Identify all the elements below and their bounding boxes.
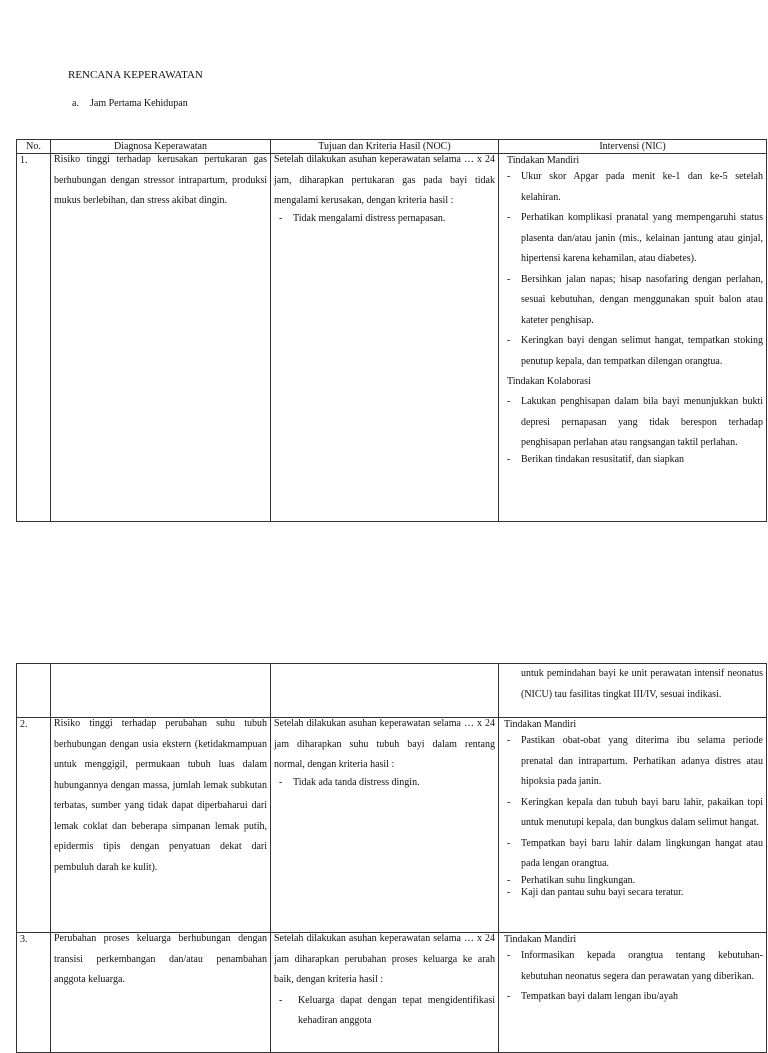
row-number-empty: [17, 664, 51, 718]
nic-kolaborasi-label: Tindakan Kolaborasi: [507, 376, 591, 387]
section-heading: [72, 98, 188, 109]
list-item: - Keluarga dapat dengan tepat mengidentifikasi kehadiran anggota: [274, 991, 495, 1032]
list-item: - Perhatikan komplikasi pranatal yang mempengaruhi status plasenta dan/atau janin (mis., kelainan jantung atau ginjal, hipertensi karena kehamilan, atau diabetes).: [502, 208, 763, 270]
nic-mandiri-list: [502, 731, 763, 899]
diagnosis-text: Risiko tinggi terhadap kerusakan pertukaran gas berhubungan dengan stressor intrapartum, produksi mukus berlebihan, dan stress akibat dingin.: [54, 154, 267, 206]
header-no: No.: [17, 140, 51, 154]
header-diagnosis: Diagnosa Keperawatan: [51, 140, 271, 154]
table-row: [17, 933, 767, 1053]
list-item: - Informasikan kepada orangtua tentang kebutuhan-kebutuhan neonatus segera dan perawatan yang diberikan.: [502, 946, 763, 987]
nic-continuation-text: untuk pemindahan bayi ke unit perawatan intensif neonatus (NICU) tau fasilitas tingkat III/IV, sesuai indikasi.: [521, 668, 763, 700]
nic-cell: [499, 718, 767, 933]
row-number: 1.: [17, 154, 51, 522]
list-item: - Tidak mengalami distress pernapasan.: [274, 212, 495, 225]
list-item: - Pastikan obat-obat yang diterima ibu selama periode prenatal dan intrapartum. Perhatikan adanya distres atau hipoksia pada janin.: [502, 731, 763, 793]
nic-mandiri-label: Tindakan Mandiri: [507, 155, 580, 166]
diagnosis-cell-empty: [51, 664, 271, 718]
noc-cell: [271, 933, 499, 1053]
list-item: - Lakukan penghisapan dalam bila bayi menunjukkan bukti depresi pernapasan yang tidak berespon terhadap penghisapan perlahan atau rangsangan taktil perlahan.: [502, 392, 763, 454]
list-item: - Perhatikan suhu lingkungan.: [502, 875, 763, 887]
list-item: - Tidak ada tanda distress dingin.: [274, 776, 495, 789]
care-plan-table-page-1: [16, 139, 767, 522]
table-row: [17, 718, 767, 933]
nic-mandiri-list: [502, 946, 763, 1008]
diagnosis-text: Risiko tinggi terhadap perubahan suhu tubuh berhubungan dengan usia ekstern (ketidakmampuan untuk menggigil, permukaan tubuh luas dalam hubungannya dengan massa, jumlah lemak subkutan terbatas, sumber yang tidak dapat diperbaharui dari lemak coklat dan beberapa simpanan lemak putih, epidermis tipis dengan penyatuan dekat dari pembuluh darah ke kulit).: [54, 718, 267, 873]
diagnosis-cell: [51, 933, 271, 1053]
noc-intro: Setelah dilakukan asuhan keperawatan selama … x 24 jam diharapkan perubahan proses keluarga ke arah baik, dengan kriteria hasil :: [274, 933, 495, 985]
section-title: Jam Pertama Kehidupan: [90, 98, 188, 109]
list-item: - Tempatkan bayi baru lahir dalam lingkungan hangat atau pada lengan orangtua.: [502, 834, 763, 875]
list-item: - Keringkan bayi dengan selimut hangat, tempatkan stoking penutup kepala, dan tempatkan dilengan orangtua.: [502, 331, 763, 372]
noc-intro: Setelah dilakukan asuhan keperawatan selama … x 24 jam, diharapkan pertukaran gas pada bayi tidak mengalami kerusakan, dengan kriteria hasil :: [274, 154, 495, 206]
row-number: 2.: [17, 718, 51, 933]
header-nic: Intervensi (NIC): [499, 140, 767, 154]
nic-cell: [499, 664, 767, 718]
noc-cell-empty: [271, 664, 499, 718]
diagnosis-cell: [51, 154, 271, 522]
list-item: - Bersihkan jalan napas; hisap nasofaring dengan perlahan, sesuai kebutuhan, dengan menggunakan spuit balon atau kateter penghisap.: [502, 270, 763, 332]
list-item: - Tempatkan bayi dalam lengan ibu/ayah: [502, 987, 763, 1008]
care-plan-table-page-2: [16, 663, 767, 1053]
nic-mandiri-list: [502, 167, 763, 372]
table-header-row: [17, 140, 767, 154]
nic-cell: [499, 933, 767, 1053]
noc-criteria-list: [274, 212, 495, 225]
document-title: RENCANA KEPERAWATAN: [68, 69, 203, 81]
diagnosis-cell: [51, 718, 271, 933]
noc-cell: [271, 154, 499, 522]
list-item: - Keringkan kepala dan tubuh bayi baru lahir, pakaikan topi untuk menutupi kepala, dan bungkus dalam selimut hangat.: [502, 793, 763, 834]
list-item: - Ukur skor Apgar pada menit ke-1 dan ke-5 setelah kelahiran.: [502, 167, 763, 208]
section-letter: a.: [72, 98, 79, 109]
nic-mandiri-label: Tindakan Mandiri: [504, 934, 577, 945]
noc-cell: [271, 718, 499, 933]
table-row: [17, 154, 767, 522]
noc-intro: Setelah dilakukan asuhan keperawatan selama … x 24 jam diharapkan suhu tubuh bayi dalam rentang normal, dengan kriteria hasil :: [274, 718, 495, 770]
table-row-continuation: [17, 664, 767, 718]
header-noc: Tujuan dan Kriteria Hasil (NOC): [271, 140, 499, 154]
row-number: 3.: [17, 933, 51, 1053]
nic-mandiri-label: Tindakan Mandiri: [504, 719, 577, 730]
noc-criteria-list: [274, 991, 495, 1032]
nic-kolaborasi-list: [502, 392, 763, 466]
list-item: - Berikan tindakan resusitatif, dan siapkan: [502, 454, 763, 466]
diagnosis-text: Perubahan proses keluarga berhubungan dengan transisi perkembangan dan/atau penambahan anggota keluarga.: [54, 933, 267, 985]
nic-cell: [499, 154, 767, 522]
list-item: - Kaji dan pantau suhu bayi secara teratur.: [502, 887, 763, 899]
noc-criteria-list: [274, 776, 495, 789]
